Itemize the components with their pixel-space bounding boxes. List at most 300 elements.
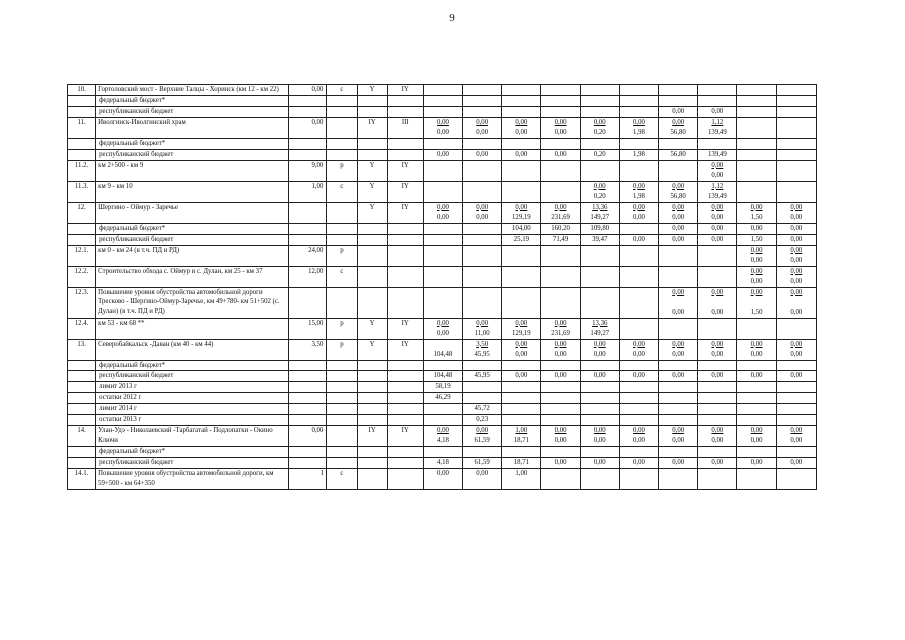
- value-text: 0,00: [790, 267, 803, 275]
- value-text: 0,00: [554, 128, 567, 136]
- value-cell: [502, 106, 541, 117]
- value-text: 0,00: [437, 128, 449, 136]
- length-cell: [289, 223, 327, 234]
- value-cell: [737, 426, 776, 447]
- value-text: 0,00: [711, 372, 724, 380]
- category2-cell: [387, 404, 423, 415]
- value-text: 0,00: [790, 213, 803, 221]
- category-cell: Y: [357, 339, 387, 360]
- value-cell: [541, 234, 580, 245]
- value-text: 149,27: [590, 329, 610, 337]
- value-cell: [463, 382, 502, 393]
- category-cell: Y: [357, 202, 387, 223]
- value-text: 3,50: [476, 340, 489, 348]
- value-cell: [659, 371, 698, 382]
- value-cell: [541, 415, 580, 426]
- value-cell: [698, 202, 737, 223]
- type-cell: р: [327, 339, 357, 360]
- value-text: 1,12: [711, 182, 724, 190]
- value-cell: [463, 404, 502, 415]
- value-text: 0,00: [515, 150, 528, 158]
- value-text: 0,00: [672, 213, 685, 221]
- value-cell: [619, 149, 658, 160]
- value-cell: [502, 382, 541, 393]
- value-cell: [423, 117, 462, 138]
- value-cell: [580, 371, 619, 382]
- length-cell: 0,00: [289, 117, 327, 138]
- value-cell: [463, 371, 502, 382]
- value-cell: [423, 318, 462, 339]
- type-cell: [327, 404, 357, 415]
- value-cell: [463, 415, 502, 426]
- value-text: [739, 298, 773, 308]
- value-text: 0,00: [750, 246, 763, 254]
- category2-cell: IY: [387, 318, 423, 339]
- category2-cell: [387, 95, 423, 106]
- value-text: 0,00: [750, 427, 763, 435]
- table-subrow: [68, 223, 817, 234]
- value-cell: [659, 360, 698, 371]
- category-cell: [357, 404, 387, 415]
- value-cell: [541, 245, 580, 266]
- value-text: 0,00: [672, 107, 685, 115]
- value-text: 0,00: [476, 319, 489, 327]
- value-text: 139,49: [708, 150, 727, 158]
- value-text: 11,00: [474, 329, 490, 337]
- value-cell: [659, 245, 698, 266]
- value-cell: [502, 149, 541, 160]
- value-text: 0,00: [593, 372, 606, 380]
- value-cell: [541, 339, 580, 360]
- value-cell: [619, 458, 658, 469]
- value-text: 0,00: [790, 277, 803, 285]
- value-cell: [423, 223, 462, 234]
- value-cell: [541, 318, 580, 339]
- row-number-cell: 12.2.: [68, 266, 96, 287]
- value-text: 13,36: [592, 319, 608, 327]
- category-cell: [357, 287, 387, 318]
- value-cell: [541, 371, 580, 382]
- value-cell: [541, 149, 580, 160]
- length-cell: 1,00: [289, 181, 327, 202]
- value-text: 0,00: [750, 340, 763, 348]
- value-cell: [737, 371, 776, 382]
- value-text: 0,23: [476, 416, 489, 424]
- length-cell: [289, 458, 327, 469]
- length-cell: [289, 234, 327, 245]
- value-cell: [737, 266, 776, 287]
- value-text: 0,00: [790, 340, 803, 348]
- value-cell: [698, 138, 737, 149]
- value-cell: [423, 469, 462, 490]
- value-text: 0,00: [672, 350, 685, 358]
- row-number-cell: [68, 404, 96, 415]
- value-cell: [737, 415, 776, 426]
- row-number-cell: [68, 138, 96, 149]
- value-cell: [580, 245, 619, 266]
- type-cell: [327, 458, 357, 469]
- table-subrow: [68, 447, 817, 458]
- value-cell: [463, 85, 502, 96]
- row-name-cell: республиканский бюджет: [96, 371, 289, 382]
- row-name-cell: остатки 2012 г: [96, 393, 289, 404]
- value-text: 231,69: [551, 329, 570, 337]
- value-cell: [463, 287, 502, 318]
- value-cell: [463, 393, 502, 404]
- value-cell: [776, 160, 816, 181]
- category-cell: [357, 234, 387, 245]
- value-cell: [698, 371, 737, 382]
- value-cell: [776, 266, 816, 287]
- value-cell: [619, 393, 658, 404]
- category-cell: [357, 245, 387, 266]
- value-cell: [541, 106, 580, 117]
- category2-cell: IY: [387, 426, 423, 447]
- value-cell: [423, 95, 462, 106]
- value-text: 0,00: [554, 319, 567, 327]
- value-text: 0,00: [437, 329, 449, 337]
- value-text: 0,00: [476, 427, 489, 435]
- value-text: 0,00: [554, 437, 567, 445]
- value-cell: [502, 85, 541, 96]
- value-cell: [737, 181, 776, 202]
- category2-cell: IY: [387, 202, 423, 223]
- value-text: 231,69: [551, 213, 570, 221]
- value-cell: [502, 266, 541, 287]
- category2-cell: IY: [387, 339, 423, 360]
- value-cell: [776, 287, 816, 318]
- value-cell: [580, 382, 619, 393]
- value-text: 25,19: [513, 235, 530, 243]
- value-cell: [619, 85, 658, 96]
- length-cell: 3,50: [289, 339, 327, 360]
- value-cell: [502, 458, 541, 469]
- value-text: 0,00: [633, 118, 645, 126]
- value-cell: [541, 138, 580, 149]
- length-cell: [289, 202, 327, 223]
- value-text: 0,00: [790, 437, 803, 445]
- value-text: 0,20: [593, 128, 606, 136]
- row-number-cell: [68, 393, 96, 404]
- category2-cell: [387, 382, 423, 393]
- value-cell: [423, 360, 462, 371]
- value-cell: [463, 95, 502, 106]
- length-cell: [289, 95, 327, 106]
- value-cell: [619, 181, 658, 202]
- value-cell: [541, 404, 580, 415]
- value-cell: [619, 447, 658, 458]
- value-cell: [580, 360, 619, 371]
- row-name-cell: Шергино - Оймур - Заречье: [96, 202, 289, 223]
- value-text: 0,00: [672, 437, 685, 445]
- value-cell: [698, 318, 737, 339]
- value-cell: [737, 245, 776, 266]
- value-text: 0,00: [633, 340, 645, 348]
- value-text: 0,00: [672, 235, 685, 243]
- type-cell: [327, 415, 357, 426]
- value-cell: [776, 106, 816, 117]
- value-cell: [502, 287, 541, 318]
- value-cell: [423, 202, 462, 223]
- value-text: [779, 298, 814, 308]
- row-name-cell: федеральный бюджет*: [96, 447, 289, 458]
- value-text: 56,80: [670, 192, 686, 200]
- value-text: 0,00: [633, 427, 645, 435]
- value-cell: [737, 234, 776, 245]
- value-cell: [659, 181, 698, 202]
- category2-cell: [387, 266, 423, 287]
- value-text: 0,00: [633, 437, 645, 445]
- table-body: [68, 85, 817, 490]
- value-text: 0,00: [437, 213, 449, 221]
- value-cell: [698, 393, 737, 404]
- row-number-cell: 12.4.: [68, 318, 96, 339]
- value-text: 0,00: [672, 340, 685, 348]
- value-cell: [541, 447, 580, 458]
- value-cell: [776, 234, 816, 245]
- value-cell: [619, 234, 658, 245]
- value-cell: [619, 106, 658, 117]
- value-text: 56,80: [670, 150, 686, 158]
- value-cell: [737, 223, 776, 234]
- value-cell: [463, 160, 502, 181]
- value-cell: [737, 106, 776, 117]
- row-number-cell: [68, 149, 96, 160]
- value-cell: [502, 371, 541, 382]
- length-cell: [289, 393, 327, 404]
- value-text: 0,00: [437, 427, 449, 435]
- row-name-cell: Улан-Удэ - Николаевский -Тарбагатай - Подлопатки - Окино Ключи: [96, 426, 289, 447]
- type-cell: [327, 371, 357, 382]
- category2-cell: IY: [387, 160, 423, 181]
- row-name-cell: остатки 2013 г: [96, 415, 289, 426]
- category-cell: Y: [357, 85, 387, 96]
- row-number-cell: [68, 106, 96, 117]
- category-cell: [357, 223, 387, 234]
- value-cell: [580, 223, 619, 234]
- value-text: 0,00: [437, 319, 449, 327]
- row-number-cell: 11.: [68, 117, 96, 138]
- value-cell: [423, 339, 462, 360]
- value-text: 0,00: [593, 340, 606, 348]
- value-text: 0,00: [633, 350, 645, 358]
- value-cell: [423, 382, 462, 393]
- type-cell: с: [327, 181, 357, 202]
- value-cell: [541, 95, 580, 106]
- length-cell: [289, 404, 327, 415]
- row-number-cell: [68, 371, 96, 382]
- value-cell: [502, 426, 541, 447]
- value-cell: [698, 85, 737, 96]
- value-cell: [502, 393, 541, 404]
- value-text: 0,00: [711, 213, 724, 221]
- value-cell: [659, 339, 698, 360]
- value-text: [661, 298, 695, 308]
- row-name-cell: федеральный бюджет*: [96, 360, 289, 371]
- value-cell: [502, 234, 541, 245]
- value-text: 0,00: [750, 203, 763, 211]
- row-number-cell: [68, 415, 96, 426]
- value-cell: [423, 404, 462, 415]
- value-cell: [737, 469, 776, 490]
- value-text: 0,00: [554, 340, 567, 348]
- value-cell: [698, 95, 737, 106]
- type-cell: [327, 234, 357, 245]
- value-cell: [580, 415, 619, 426]
- value-cell: [776, 426, 816, 447]
- value-cell: [580, 202, 619, 223]
- category-cell: [357, 95, 387, 106]
- row-number-cell: [68, 447, 96, 458]
- value-text: 0,00: [554, 350, 567, 358]
- value-cell: [737, 458, 776, 469]
- category2-cell: [387, 223, 423, 234]
- value-cell: [698, 458, 737, 469]
- category-cell: [357, 393, 387, 404]
- value-cell: [659, 223, 698, 234]
- table-subrow: [68, 382, 817, 393]
- value-cell: [737, 287, 776, 318]
- value-cell: [463, 360, 502, 371]
- value-cell: [541, 287, 580, 318]
- row-number-cell: 12.1.: [68, 245, 96, 266]
- value-cell: [698, 266, 737, 287]
- value-text: 104,00: [512, 224, 531, 232]
- category2-cell: [387, 245, 423, 266]
- value-text: 39,47: [592, 235, 608, 243]
- value-text: 61,59: [474, 459, 490, 467]
- value-cell: [776, 469, 816, 490]
- value-cell: [776, 339, 816, 360]
- value-cell: [619, 404, 658, 415]
- value-cell: [541, 393, 580, 404]
- value-cell: [737, 404, 776, 415]
- value-cell: [776, 223, 816, 234]
- length-cell: 12,00: [289, 266, 327, 287]
- value-text: 0,00: [515, 340, 528, 348]
- value-text: 0,00: [633, 182, 645, 190]
- value-text: 0,00: [554, 150, 567, 158]
- category2-cell: [387, 469, 423, 490]
- value-text: 0,00: [593, 427, 606, 435]
- value-text: 0,00: [672, 203, 685, 211]
- value-cell: [463, 106, 502, 117]
- value-cell: [659, 95, 698, 106]
- value-cell: [541, 181, 580, 202]
- row-number-cell: 12.: [68, 202, 96, 223]
- value-cell: [659, 202, 698, 223]
- value-cell: [698, 469, 737, 490]
- value-text: 104,48: [433, 350, 453, 358]
- table-row: [68, 85, 817, 96]
- value-cell: [463, 318, 502, 339]
- value-cell: [776, 117, 816, 138]
- value-text: 0,00: [554, 372, 567, 380]
- value-cell: [619, 117, 658, 138]
- value-text: 0,00: [554, 118, 567, 126]
- value-cell: [659, 404, 698, 415]
- value-cell: [463, 181, 502, 202]
- value-text: 0,00: [515, 372, 528, 380]
- value-cell: [619, 138, 658, 149]
- value-text: 1,50: [750, 235, 763, 243]
- value-cell: [502, 181, 541, 202]
- value-cell: [463, 469, 502, 490]
- type-cell: [327, 223, 357, 234]
- row-name-cell: Иволгинск-Иволгинский храм: [96, 117, 289, 138]
- row-number-cell: [68, 382, 96, 393]
- value-text: 0,00: [711, 235, 724, 243]
- value-text: 149,27: [590, 213, 610, 221]
- table-row: [68, 202, 817, 223]
- value-text: 0,00: [790, 459, 803, 467]
- value-cell: [580, 85, 619, 96]
- type-cell: [327, 382, 357, 393]
- value-text: 0,00: [672, 182, 685, 190]
- type-cell: [327, 95, 357, 106]
- value-cell: [698, 415, 737, 426]
- value-cell: [659, 458, 698, 469]
- value-text: 0,00: [711, 161, 724, 169]
- value-text: 0,00: [750, 256, 763, 264]
- value-cell: [619, 266, 658, 287]
- value-text: 0,00: [711, 437, 724, 445]
- value-cell: [580, 149, 619, 160]
- table-subrow: [68, 393, 817, 404]
- value-cell: [423, 138, 462, 149]
- table-subrow: [68, 149, 817, 160]
- value-cell: [698, 382, 737, 393]
- value-text: 58,19: [435, 383, 451, 391]
- value-text: 0,00: [437, 470, 449, 478]
- value-cell: [502, 339, 541, 360]
- value-cell: [502, 360, 541, 371]
- value-cell: [619, 223, 658, 234]
- length-cell: [289, 138, 327, 149]
- type-cell: с: [327, 469, 357, 490]
- value-text: 0,00: [750, 350, 763, 358]
- value-text: 0,00: [515, 128, 528, 136]
- value-cell: [580, 469, 619, 490]
- value-cell: [698, 426, 737, 447]
- value-cell: [659, 393, 698, 404]
- row-name-cell: Гортоловский мост - Верхние Талцы - Хоринск (км 12 - км 22): [96, 85, 289, 96]
- category-cell: [357, 415, 387, 426]
- value-text: 0,00: [672, 224, 685, 232]
- category2-cell: [387, 393, 423, 404]
- value-cell: [619, 202, 658, 223]
- value-text: 45,95: [474, 350, 490, 358]
- value-cell: [502, 160, 541, 181]
- value-cell: [580, 404, 619, 415]
- value-text: 0,00: [515, 319, 528, 327]
- category-cell: Y: [357, 181, 387, 202]
- length-cell: [289, 360, 327, 371]
- category-cell: Y: [357, 318, 387, 339]
- value-cell: [659, 106, 698, 117]
- row-name-cell: Повышение уровня обустройства автомобильной дороги, км 59+500 - км 64+350: [96, 469, 289, 490]
- value-cell: [776, 415, 816, 426]
- value-cell: [580, 447, 619, 458]
- value-text: 0,00: [711, 224, 724, 232]
- row-number-cell: 10.: [68, 85, 96, 96]
- row-number-cell: [68, 360, 96, 371]
- value-cell: [463, 202, 502, 223]
- row-name-cell: Повышение уровня обустройства автомобильной дороги Тресково - Шергино-Оймур-Заречье, км 49+780- км 51+502 (с. Дулан) (в т.ч. ПД и РД): [96, 287, 289, 318]
- row-name-cell: республиканский бюджет: [96, 149, 289, 160]
- row-name-cell: лимит 2014 г: [96, 404, 289, 415]
- value-text: 61,59: [474, 437, 490, 445]
